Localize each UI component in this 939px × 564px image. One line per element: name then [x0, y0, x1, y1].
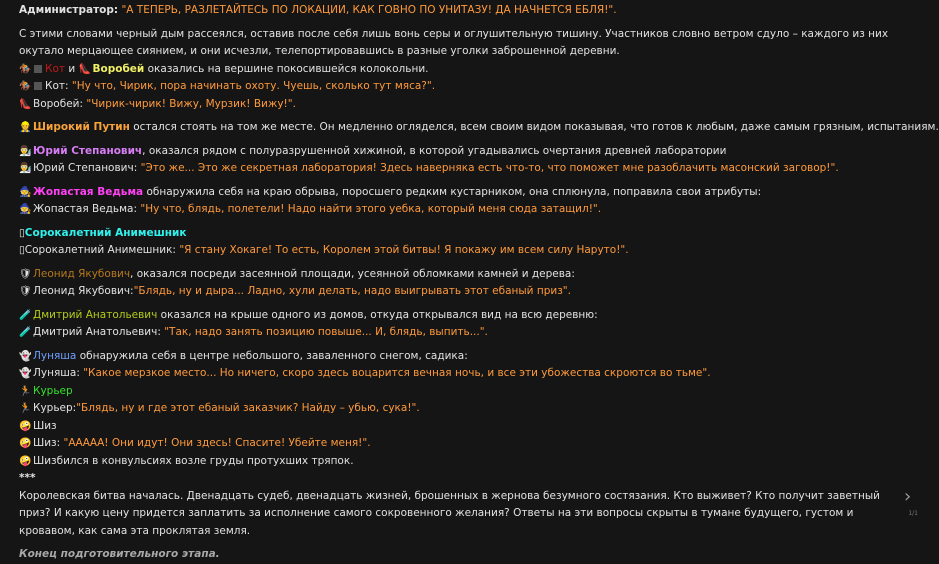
vedma-speech-line — [19, 201, 907, 219]
shield-icon: 🛡 — [19, 268, 32, 280]
shiz-label: Шиз: — [33, 437, 61, 449]
vedma-speech: "Ну что, блядь, полетели! Надо найти этого уебка, который меня сюда затащил!". — [140, 203, 602, 215]
ghost-icon: 👻 — [19, 368, 32, 379]
yakubovich-speech: "Блядь, ну и дыра... Ладно, хули делать, надо выигрывать этот ебаный приз". — [133, 285, 571, 297]
lunyasha-arrive-text: обнаружила себя в центре небольшого, заваленного снегом, садика: — [79, 349, 468, 362]
lunyasha-speech: "Какое мерзкое место... Но ничего, скоро здесь воцарится вечная ночь, и все эти убожества скроются во тьме". — [83, 367, 711, 379]
kot-name: Кот — [45, 62, 65, 75]
bottle-icon: 🧪 — [19, 327, 32, 338]
yakubovich-name: Леонид Якубович — [33, 267, 131, 280]
yuri-speech: "Это же... Это же секретная лаборатория! Здесь наверняка есть что-то, что поможет мне разоблачить масонский заговор!". — [140, 162, 839, 174]
vorobey-speech: "Чирик-чирик! Вижу, Мурзик! Вижу!". — [86, 97, 296, 110]
kot-vorobey-arrive-text: оказались на вершине покосившейся колокольни. — [147, 62, 429, 75]
animeshnik-speech-line — [19, 242, 907, 260]
yakubovich-arrive — [19, 266, 907, 284]
crazy-face-icon: 🤪 — [19, 455, 32, 467]
vorobey-label: Воробей: — [33, 97, 84, 110]
separator: *** — [19, 472, 36, 484]
yakubovich-arrive-text: , оказался посреди засеянной площади, усеянной обломками камней и дерева: — [130, 267, 575, 280]
yuri-arrive — [19, 143, 907, 161]
boot-icon: 👠 — [19, 98, 32, 110]
shiz-speech: "ААААА! Они идут! Они здесь! Спасите! Убейте меня!". — [63, 437, 371, 449]
anatolyevich-arrive-text: оказался на крыше одного из домов, откуда открывался вид на всю деревню: — [160, 308, 598, 321]
shiz-name: Шиз — [33, 419, 57, 432]
animeshnik-arrive — [19, 225, 907, 243]
kurer-speech-line — [19, 400, 907, 418]
yuri-label: Юрий Степанович: — [33, 162, 138, 174]
vedma-label: Жопастая Ведьма: — [33, 203, 138, 215]
outro-text: Королевская битва началась. Двенадцать судеб, двенадцать жизней, брошенных в жернова безумного состязания. Кто выживет? Кто получит заветный приз? И какую цену придется заплатить за исполнение самого сокровенного желания? Ответы на эти вопросы скрыты в тумане будущего, густом и кровавом, как сама эта проклятая земля. — [19, 489, 880, 537]
crazy-face-icon: 🤪 — [19, 438, 32, 449]
kurer-speech: "Блядь, ну и где этот ебаный заказчик? Найду – убью, сука!". — [76, 402, 420, 414]
putin-name: Широкий Путин — [33, 121, 130, 133]
yuri-name: Юрий Степанович — [33, 144, 143, 157]
animeshnik-name: Сорокалетний Анимешник — [24, 226, 187, 239]
yakubovich-label: Леонид Якубович: — [33, 285, 134, 297]
boot-icon: 👠 — [78, 63, 91, 75]
intro-text: С этими словами черный дым рассеялся, оставив после себя лишь вонь серы и оглушительную тишину. Участников словно ветром сдуло – каждого из них окутало мерцающее сиянием, и они исчезли, телепортировавшись в разные уголки заброшенной деревни. — [19, 27, 889, 57]
square-icon — [34, 82, 42, 90]
lunyasha-name: Луняша — [33, 349, 77, 362]
end-of-stage-text: Конец подготовительного этапа. — [19, 548, 220, 560]
shiz-speech-line — [19, 435, 907, 453]
lunyasha-label: Луняша: — [33, 367, 80, 379]
kot-vorobey-arrive — [19, 61, 907, 79]
witch-icon: 🧙 — [19, 204, 32, 215]
witch-icon: 🧙 — [19, 186, 32, 198]
vedma-arrive-text: обнаружила себя на краю обрыва, поросшего редким кустарником, она сплюнула, поправила свои атрибуты: — [146, 185, 762, 198]
runner-icon: 🏃 — [19, 385, 32, 397]
putin-arrive — [19, 119, 939, 137]
kurer-label: Курьер: — [33, 402, 77, 414]
kot-speech-line — [19, 78, 907, 96]
missing-glyph-icon: ▯ — [19, 226, 25, 239]
vorobey-name: Воробей — [92, 62, 145, 75]
vorobey-speech-line — [19, 96, 907, 114]
runner-icon: 🏃 — [19, 403, 32, 414]
admin-message — [19, 2, 907, 20]
admin-speech: "А ТЕПЕРЬ, РАЗЛЕТАЙТЕСЬ ПО ЛОКАЦИИ, КАК ГОВНО ПО УНИТАЗУ! ДА НАЧНЕТСЯ ЕБЛЯ!". — [121, 4, 617, 16]
lunyasha-speech-line — [19, 365, 907, 383]
admin-label: Администратор: — [19, 4, 119, 16]
ghost-icon: 👻 — [19, 350, 32, 362]
vedma-name: Жопастая Ведьма — [33, 185, 144, 198]
kurer-arrive — [19, 383, 907, 401]
and-word: и — [68, 62, 76, 75]
square-icon — [34, 65, 42, 73]
anatolyevich-arrive — [19, 307, 907, 325]
kurer-name: Курьер — [33, 384, 73, 397]
yuri-arrive-text: , оказался рядом с полуразрушенной хижиной, в которой угадывались очертания древней лаборатории — [142, 144, 727, 157]
yuri-speech-line — [19, 160, 907, 178]
shiz-action-line — [19, 453, 907, 471]
kot-speech: "Ну что, Чирик, пора начинать охоту. Чуешь, сколько тут мяса?". — [71, 80, 436, 92]
shiz-action: Шизбился в конвульсиях возле груды протухших тряпок. — [33, 454, 354, 467]
crazy-face-icon: 🤪 — [19, 420, 32, 432]
chevron-right-icon[interactable]: › — [904, 486, 912, 507]
anatolyevich-label: Дмитрий Анатольевич: — [33, 326, 161, 338]
yakubovich-speech-line — [19, 283, 907, 301]
shiz-arrive — [19, 418, 907, 436]
rider-icon: 🏇 — [19, 63, 32, 75]
anatolyevich-speech-line — [19, 324, 907, 342]
missing-glyph-icon: ▯ — [19, 244, 25, 256]
anatolyevich-speech: "Так, надо занять позицию повыше... И, блядь, выпить...". — [164, 326, 488, 338]
rider-icon: 🏇 — [19, 81, 32, 92]
anatolyevich-name: Дмитрий Анатольевич — [33, 308, 158, 321]
worker-icon: 👷 — [19, 122, 32, 133]
animeshnik-label: Сорокалетний Анимешник: — [24, 244, 176, 256]
lunyasha-arrive — [19, 348, 907, 366]
shield-icon: 🛡 — [19, 286, 32, 297]
putin-arrive-text: остался стоять на том же месте. Он медленно огляделся, всем своим видом показывая, что готов к любым, даже самым грязным, испытаниям. — [133, 121, 939, 133]
animeshnik-speech: "Я стану Хокаге! То есть, Королем этой битвы! Я покажу им всем силу Наруто!". — [179, 244, 629, 256]
bottle-icon: 🧪 — [19, 309, 32, 321]
page-counter: 1/1 — [908, 510, 918, 517]
kot-label: Кот: — [45, 80, 69, 92]
scientist-icon: 👨‍🔬 — [19, 145, 32, 157]
vedma-arrive — [19, 184, 907, 202]
scientist-icon: 👨‍🔬 — [19, 163, 32, 174]
